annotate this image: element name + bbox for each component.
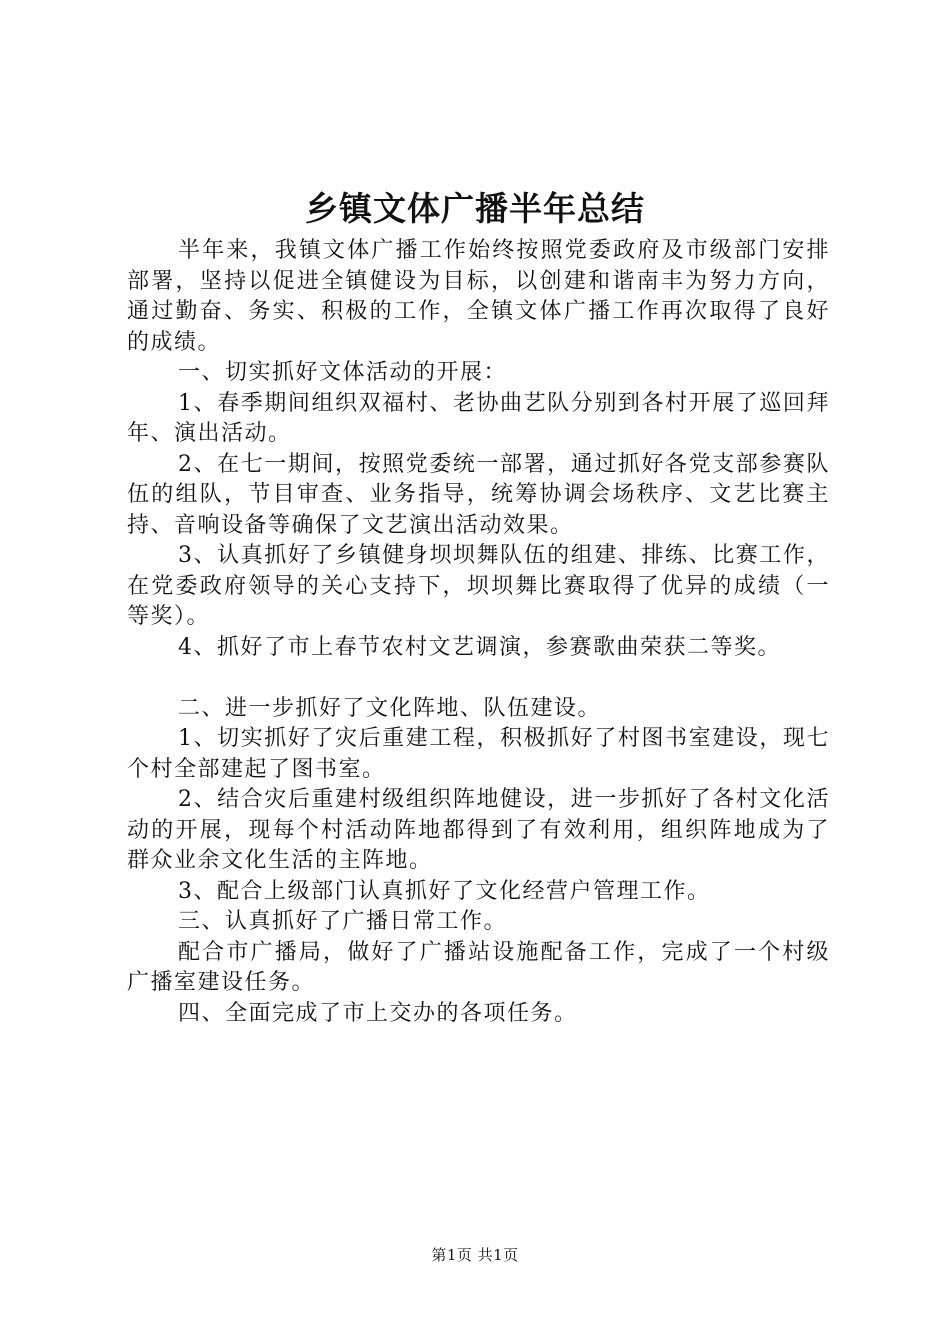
section-heading-1: 一、切实抓好文体活动的开展： (178, 360, 508, 385)
page-number: 第1页 共1页 (431, 1246, 519, 1264)
list-item: 3、认真抓好了乡镇健身坝坝舞队伍的组建、排练、比赛工作，在党委政府领导的关心支持下，坝坝舞比赛取得了优异的成绩（一等奖）。 (127, 543, 830, 629)
list-item: 2、结合灾后重建村级组织阵地健设，进一步抓好了各村文化活动的开展，现每个村活动阵地都得到了有效利用，组织阵地成为了群众业余文化生活的主阵地。 (127, 787, 830, 873)
list-item: 2、在七一期间，按照党委统一部署，通过抓好各党支部参赛队伍的组队，节目审查、业务指导，统筹协调会场秩序、文艺比赛主持、音响设备等确保了文艺演出活动效果。 (127, 451, 830, 538)
list-item: 3、配合上级部门认真抓好了文化经营户管理工作。 (178, 878, 711, 904)
blank-line (127, 663, 830, 694)
section-heading-4: 四、全面完成了市上交办的各项任务。 (178, 1000, 578, 1026)
list-item: 1、切实抓好了灾后重建工程，积极抓好了村图书室建设，现七个村全部建起了图书室。 (127, 726, 830, 782)
paragraph-intro: 半年来，我镇文体广播工作始终按照党委政府及市级部门安排部署，坚持以促进全镇健设为目标，以创建和谐南丰为努力方向，通过勤奋、务实、积极的工作，全镇文体广播工作再次取得了良好的成绩。 (127, 238, 830, 355)
paragraph: 配合市广播局，做好了广播站设施配备工作，完成了一个村级广播室建设任务。 (127, 939, 830, 995)
section-heading-3: 三、认真抓好了广播日常工作。 (178, 909, 508, 934)
document-title: 乡镇文体广播半年总结 (305, 189, 645, 228)
list-item: 4、抓好了市上春节农村文艺调演，参赛歌曲荣获二等奖。 (178, 634, 781, 660)
section-heading-2: 二、进一步抓好了文化阵地、队伍建设。 (178, 695, 602, 721)
document-body (127, 236, 830, 1029)
list-item: 1、春季期间组织双福村、老协曲艺队分别到各村开展了巡回拜年、演出活动。 (127, 390, 830, 446)
